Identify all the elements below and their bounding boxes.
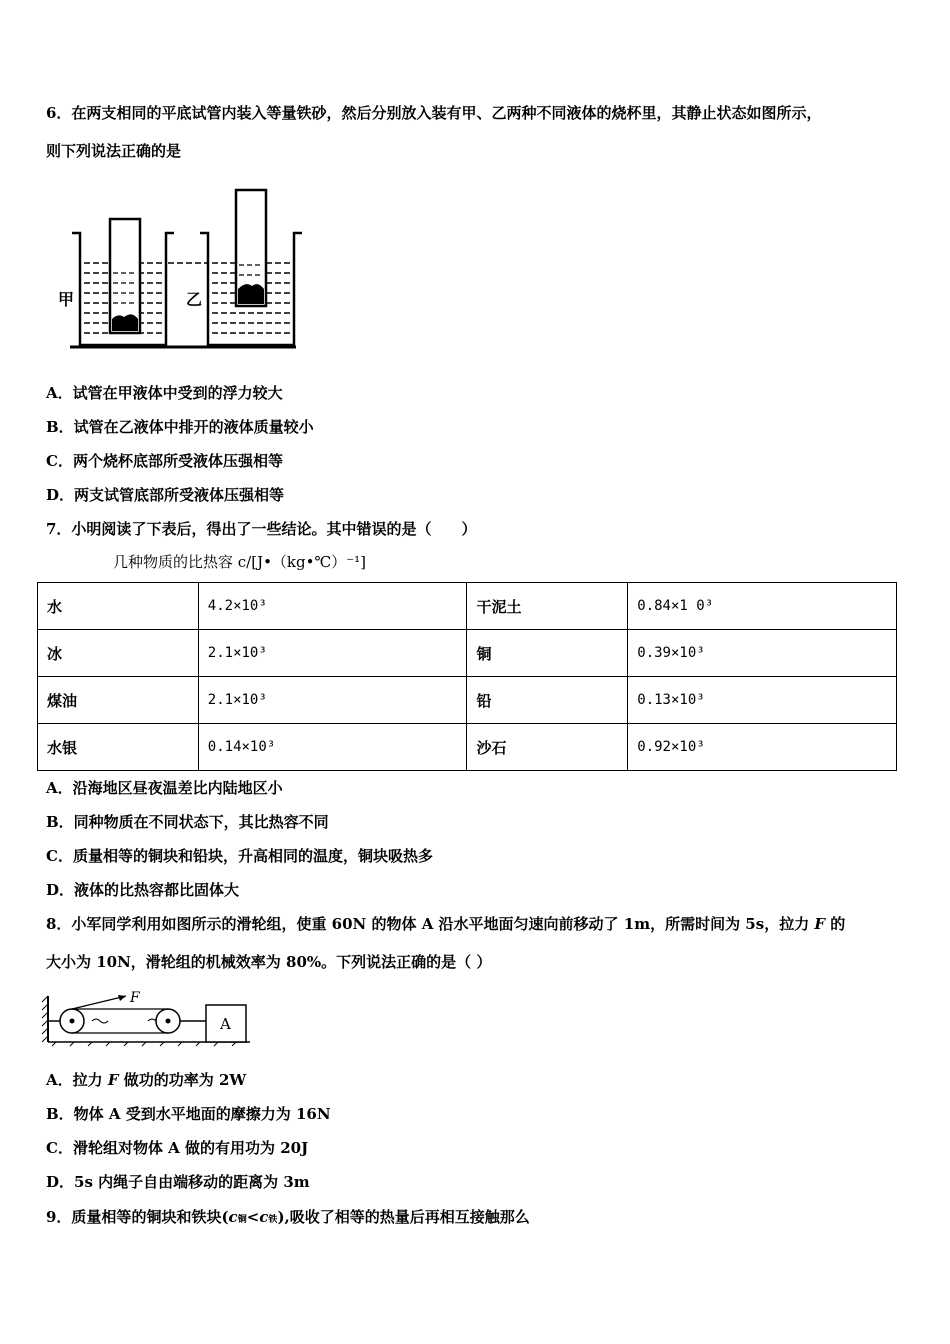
q8-force-symbol: F [814, 915, 826, 933]
table-cell: 煤油 [38, 677, 199, 724]
q9-copper-subscript: 铜 [237, 1215, 247, 1225]
q7-stem: 7．小明阅读了下表后，得出了一些结论。其中错误的是（ ） [46, 520, 477, 538]
q8-force-label: F [130, 990, 140, 1006]
q6-stem-line1: 6．在两支相同的平底试管内装入等量铁砂，然后分别放入装有甲、乙两种不同液体的烧杯里，其静止状态如图所示， [46, 104, 822, 122]
table-cell: 0.13×10³ [628, 677, 897, 724]
table-cell: 0.92×10³ [628, 724, 897, 771]
table-cell: 水 [38, 583, 199, 630]
q9-c-symbol: c [228, 1208, 238, 1226]
table-cell: 2.1×10³ [198, 630, 467, 677]
q6-option-c: C．两个烧杯底部所受液体压强相等 [46, 452, 283, 470]
q7-table-caption: 几种物质的比热容 c/[J•（kg•℃）⁻¹] [113, 553, 367, 571]
table-cell: 沙石 [467, 724, 628, 771]
q9-iron-subscript: 铁 [268, 1215, 278, 1225]
q7-option-d: D．液体的比热容都比固体大 [46, 881, 240, 899]
table-cell: 0.14×10³ [198, 724, 467, 771]
q8-option-d: D．5s 内绳子自由端移动的距离为 3m [46, 1173, 310, 1191]
table-row [38, 583, 897, 630]
table-cell: 4.2×10³ [198, 583, 467, 630]
q6-label-yi: 乙 [186, 290, 203, 309]
q6-label-jia: 甲 [58, 290, 75, 309]
table-row [38, 630, 897, 677]
q8-block-label: A [220, 1015, 231, 1033]
q6-beaker-figure [58, 185, 308, 360]
q6-stem-line2: 则下列说法正确的是 [46, 142, 182, 160]
q7-option-c: C．质量相等的铜块和铅块，升高相同的温度，铜块吸热多 [46, 847, 433, 865]
table-cell: 冰 [38, 630, 199, 677]
q8-option-c: C．滑轮组对物体 A 做的有用功为 20J [46, 1139, 309, 1157]
q7-option-b: B．同种物质在不同状态下，其比热容不同 [46, 813, 329, 831]
q6-option-b: B．试管在乙液体中排开的液体质量较小 [46, 418, 314, 436]
q8-stem-text-end: 的 [825, 915, 846, 933]
table-cell: 2.1×10³ [198, 677, 467, 724]
q8-option-a [46, 1069, 246, 1090]
table-cell: 铜 [467, 630, 628, 677]
q8-stem-text: 8．小军同学利用如图所示的滑轮组，使重 60N 的物体 A 沿水平地面匀速向前移动了 1m，所需时间为 5s，拉力 [46, 915, 815, 933]
table-cell: 铅 [467, 677, 628, 724]
table-cell: 水银 [38, 724, 199, 771]
q6-option-d: D．两支试管底部所受液体压强相等 [46, 486, 285, 504]
q8-option-a-symbol: F [107, 1071, 119, 1089]
table-cell: 0.39×10³ [628, 630, 897, 677]
table-cell: 0.84×1 0³ [628, 583, 897, 630]
table-row [38, 677, 897, 724]
q8-option-b: B．物体 A 受到水平地面的摩擦力为 16N [46, 1105, 331, 1123]
q8-stem-line1 [46, 913, 845, 934]
q8-option-a-text: A．拉力 [46, 1071, 108, 1089]
table-row [38, 724, 897, 771]
q8-stem-line2: 大小为 10N，滑轮组的机械效率为 80%。下列说法正确的是（ ） [46, 953, 492, 971]
q9-stem [46, 1206, 530, 1227]
q7-option-a: A．沿海地区昼夜温差比内陆地区小 [46, 779, 283, 797]
table-cell: 干泥土 [467, 583, 628, 630]
q9-c-symbol: c [259, 1208, 269, 1226]
q9-stem-text-end: ),吸收了相等的热量后再相互接触那么 [277, 1208, 530, 1226]
specific-heat-table [37, 582, 897, 771]
q8-option-a-text-end: 做功的功率为 2W [118, 1071, 247, 1089]
q6-option-a: A．试管在甲液体中受到的浮力较大 [46, 384, 283, 402]
q8-pulley-figure [40, 988, 255, 1048]
q9-stem-text: 9．质量相等的铜块和铁块( [46, 1208, 229, 1226]
q9-less-than: < [246, 1208, 260, 1226]
